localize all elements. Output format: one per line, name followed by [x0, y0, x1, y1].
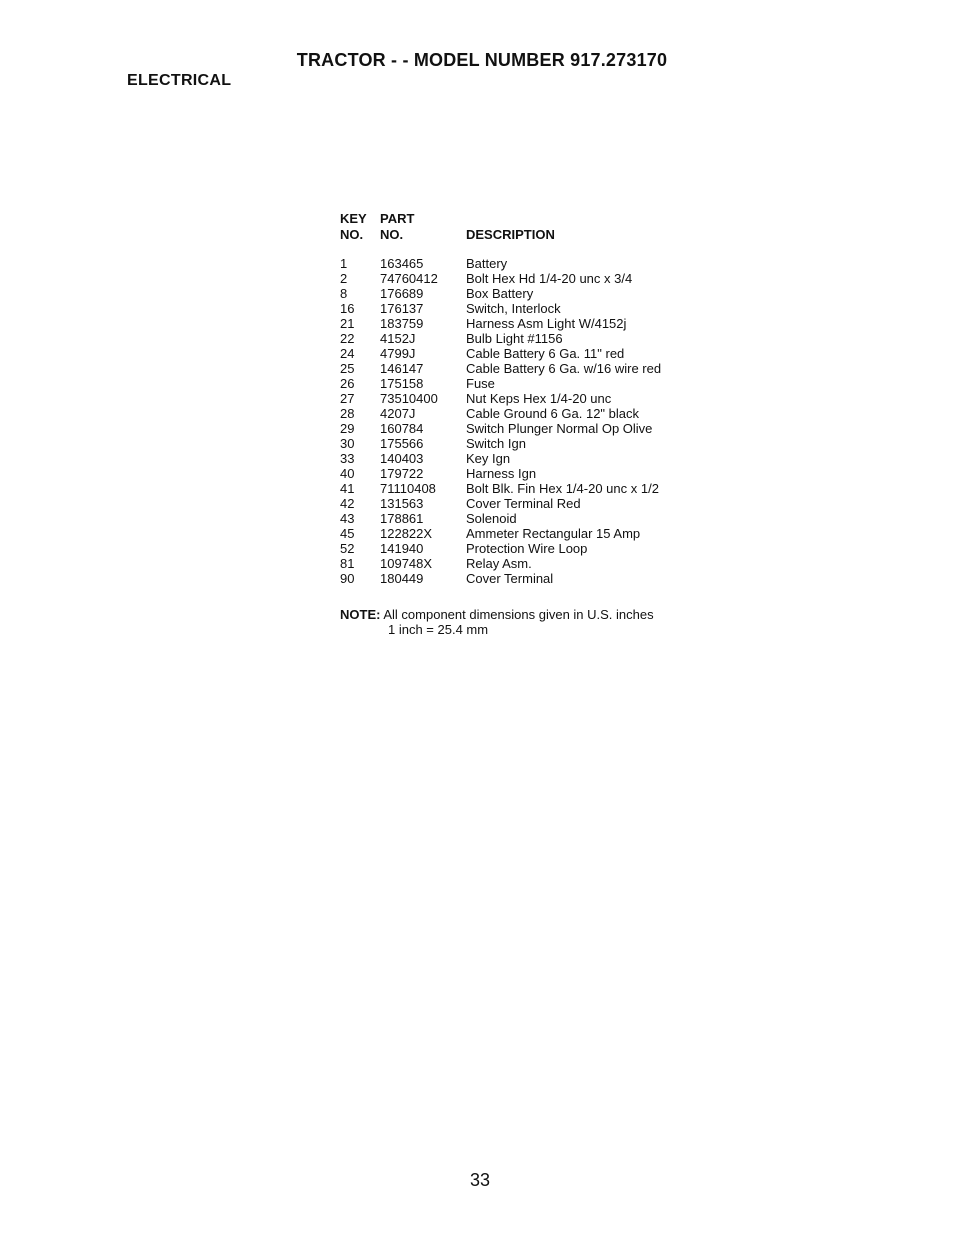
row-part-number: 179722 [380, 466, 424, 481]
row-description: Protection Wire Loop [466, 541, 588, 556]
row-key: 22 [340, 331, 355, 346]
row-part-number: 131563 [380, 496, 424, 511]
row-description: Bolt Hex Hd 1/4-20 unc x 3/4 [466, 271, 633, 286]
row-part-number: 176689 [380, 286, 424, 301]
row-part-number: 141940 [380, 541, 424, 556]
page-number: 33 [469, 1170, 491, 1190]
row-key: 2 [340, 271, 348, 286]
row-description: Fuse [466, 376, 495, 391]
row-description: Bulb Light #1156 [466, 331, 563, 346]
row-description: Cable Battery 6 Ga. 11" red [466, 346, 625, 361]
row-part-number: 73510400 [380, 391, 438, 406]
note [340, 607, 654, 637]
row-key: 1 [340, 256, 348, 271]
row-part-number: 4152J [380, 331, 416, 346]
row-key: 27 [340, 391, 355, 406]
row-part-number: 74760412 [380, 271, 438, 286]
row-part-number: 175566 [380, 436, 424, 451]
row-description: Nut Keps Hex 1/4-20 unc [466, 391, 612, 406]
row-description: Key Ign [466, 451, 511, 466]
note-label: NOTE: [340, 607, 381, 622]
row-description: Cover Terminal Red [466, 496, 581, 511]
row-description: Harness Asm Light W/4152j [466, 316, 627, 331]
row-part-number: 178861 [380, 511, 424, 526]
row-key: 21 [340, 316, 355, 331]
row-key: 24 [340, 346, 355, 361]
header-part-no: NO. [380, 227, 404, 242]
header-part: PART [380, 211, 415, 226]
row-part-number: 140403 [380, 451, 424, 466]
row-description: Box Battery [466, 286, 534, 301]
row-description: Switch, Interlock [466, 301, 561, 316]
row-part-number: 180449 [380, 571, 424, 586]
row-part-number: 183759 [380, 316, 424, 331]
row-key: 16 [340, 301, 355, 316]
row-part-number: 4799J [380, 346, 416, 361]
row-part-number: 4207J [380, 406, 416, 421]
row-description: Cable Battery 6 Ga. w/16 wire red [466, 361, 662, 376]
row-description: Cable Ground 6 Ga. 12" black [466, 406, 639, 421]
row-description: Cover Terminal [466, 571, 554, 586]
row-key: 45 [340, 526, 355, 541]
row-description: Harness Ign [466, 466, 537, 481]
section-title: ELECTRICAL [127, 72, 232, 89]
row-description: Relay Asm. [466, 556, 532, 571]
row-part-number: 71110408 [380, 481, 436, 496]
row-description: Switch Ign [466, 436, 526, 451]
row-key: 90 [340, 571, 355, 586]
row-key: 40 [340, 466, 355, 481]
row-key: 52 [340, 541, 355, 556]
row-key: 26 [340, 376, 355, 391]
row-key: 25 [340, 361, 355, 376]
note-line2: 1 inch = 25.4 mm [388, 622, 489, 637]
header-key: KEY [340, 211, 367, 226]
header-key-no: NO. [340, 227, 364, 242]
row-description: Ammeter Rectangular 15 Amp [466, 526, 641, 541]
header-description: DESCRIPTION [466, 227, 555, 242]
row-key: 29 [340, 421, 355, 436]
note-line1: All component dimensions given in U.S. inches [383, 607, 654, 622]
row-part-number: 160784 [380, 421, 424, 436]
row-description: Battery [466, 256, 508, 271]
row-description: Bolt Blk. Fin Hex 1/4-20 unc x 1/2 [466, 481, 659, 496]
row-key: 33 [340, 451, 355, 466]
row-part-number: 109748X [380, 556, 433, 571]
row-part-number: 163465 [380, 256, 424, 271]
row-description: Solenoid [466, 511, 517, 526]
row-part-number: 175158 [380, 376, 424, 391]
row-key: 28 [340, 406, 355, 421]
row-key: 81 [340, 556, 355, 571]
row-part-number: 176137 [380, 301, 424, 316]
row-key: 42 [340, 496, 355, 511]
row-description: Switch Plunger Normal Op Olive [466, 421, 653, 436]
row-part-number: 146147 [380, 361, 424, 376]
row-key: 30 [340, 436, 355, 451]
row-key: 43 [340, 511, 355, 526]
row-part-number: 122822X [380, 526, 433, 541]
row-key: 8 [340, 286, 348, 301]
document-title: TRACTOR - - MODEL NUMBER 917.273170 [296, 50, 668, 70]
row-key: 41 [340, 481, 355, 496]
